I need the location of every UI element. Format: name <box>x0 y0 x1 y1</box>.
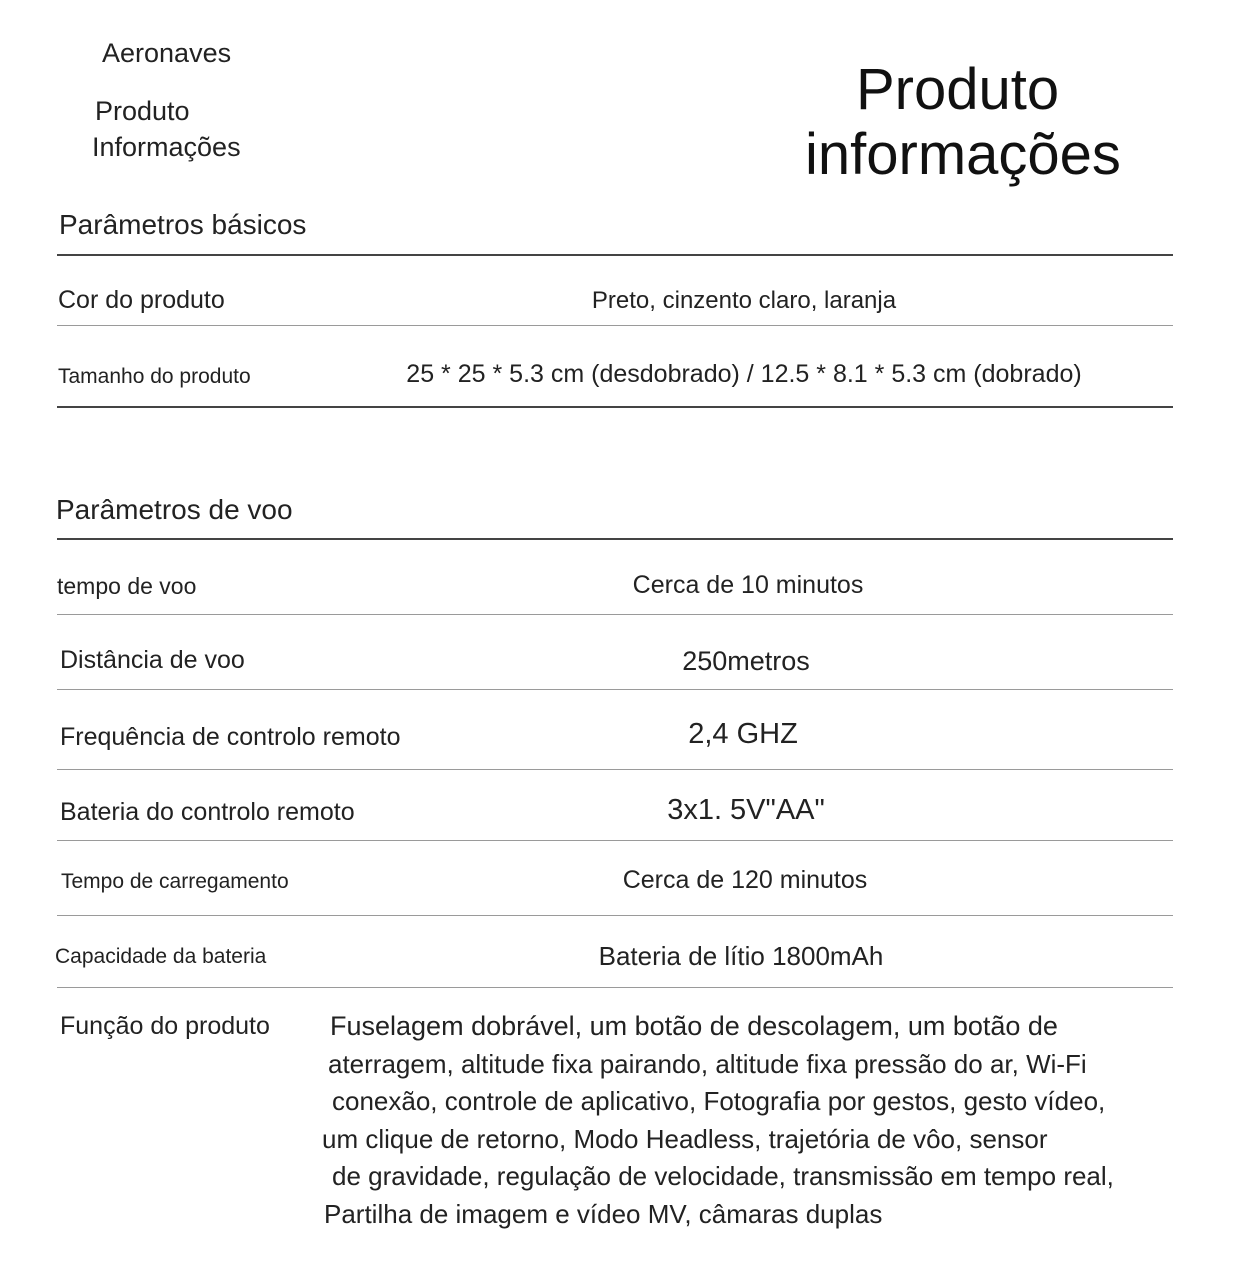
divider <box>57 406 1173 408</box>
spec-label-battery-capacity: Capacidade da bateria <box>55 945 267 968</box>
function-line: de gravidade, regulação de velocidade, transmissão em tempo real, <box>332 1161 1114 1191</box>
divider <box>57 254 1173 256</box>
divider <box>57 915 1173 916</box>
spec-value-color: Preto, cinzento claro, laranja <box>591 287 897 314</box>
divider <box>57 840 1173 841</box>
flight-section-heading: Parâmetros de voo <box>56 494 293 525</box>
divider <box>57 987 1173 988</box>
spec-label-flight-distance: Distância de voo <box>60 646 245 674</box>
spec-value-size: 25 * 25 * 5.3 cm (desdobrado) / 12.5 * 8.1 * 5.3 cm (dobrado) <box>406 360 1082 388</box>
divider <box>57 614 1173 615</box>
spec-value-remote-frequency: 2,4 GHZ <box>688 718 798 750</box>
spec-value-flight-time: Cerca de 10 minutos <box>632 571 864 599</box>
function-line: um clique de retorno, Modo Headless, trajetória de vôo, sensor <box>322 1123 1048 1154</box>
spec-label-charging-time: Tempo de carregamento <box>61 870 289 893</box>
function-line: Partilha de imagem e vídeo MV, câmaras duplas <box>324 1198 883 1229</box>
spec-value-battery-capacity: Bateria de lítio 1800mAh <box>598 941 884 971</box>
brand-label: Aeronaves <box>102 38 232 68</box>
subtitle-line-1: Produto <box>95 96 190 126</box>
page-title-line-2: informações <box>805 122 1121 187</box>
spec-label-product-function: Função do produto <box>60 1012 270 1040</box>
divider <box>57 325 1173 326</box>
spec-label-remote-frequency: Frequência de controlo remoto <box>60 723 401 751</box>
spec-value-flight-distance: 250metros <box>682 646 810 676</box>
page-title-line-1: Produto <box>856 57 1060 122</box>
spec-label-flight-time: tempo de voo <box>57 573 197 599</box>
function-line: Fuselagem dobrável, um botão de descolagem, um botão de <box>330 1011 1058 1041</box>
divider <box>57 769 1173 770</box>
spec-label-size: Tamanho do produto <box>58 365 251 388</box>
spec-label-remote-battery: Bateria do controlo remoto <box>60 798 355 826</box>
subtitle-line-2: Informações <box>92 132 241 162</box>
spec-label-color: Cor do produto <box>58 286 225 314</box>
function-line: conexão, controle de aplicativo, Fotografia por gestos, gesto vídeo, <box>332 1086 1106 1116</box>
spec-value-remote-battery: 3x1. 5V"AA" <box>667 794 825 826</box>
spec-value-charging-time: Cerca de 120 minutos <box>622 866 868 894</box>
basic-section-heading: Parâmetros básicos <box>59 209 307 240</box>
function-line: aterragem, altitude fixa pairando, altitude fixa pressão do ar, Wi-Fi <box>328 1048 1087 1079</box>
product-function-text <box>322 1008 1114 1233</box>
divider <box>57 538 1173 540</box>
divider <box>57 689 1173 690</box>
